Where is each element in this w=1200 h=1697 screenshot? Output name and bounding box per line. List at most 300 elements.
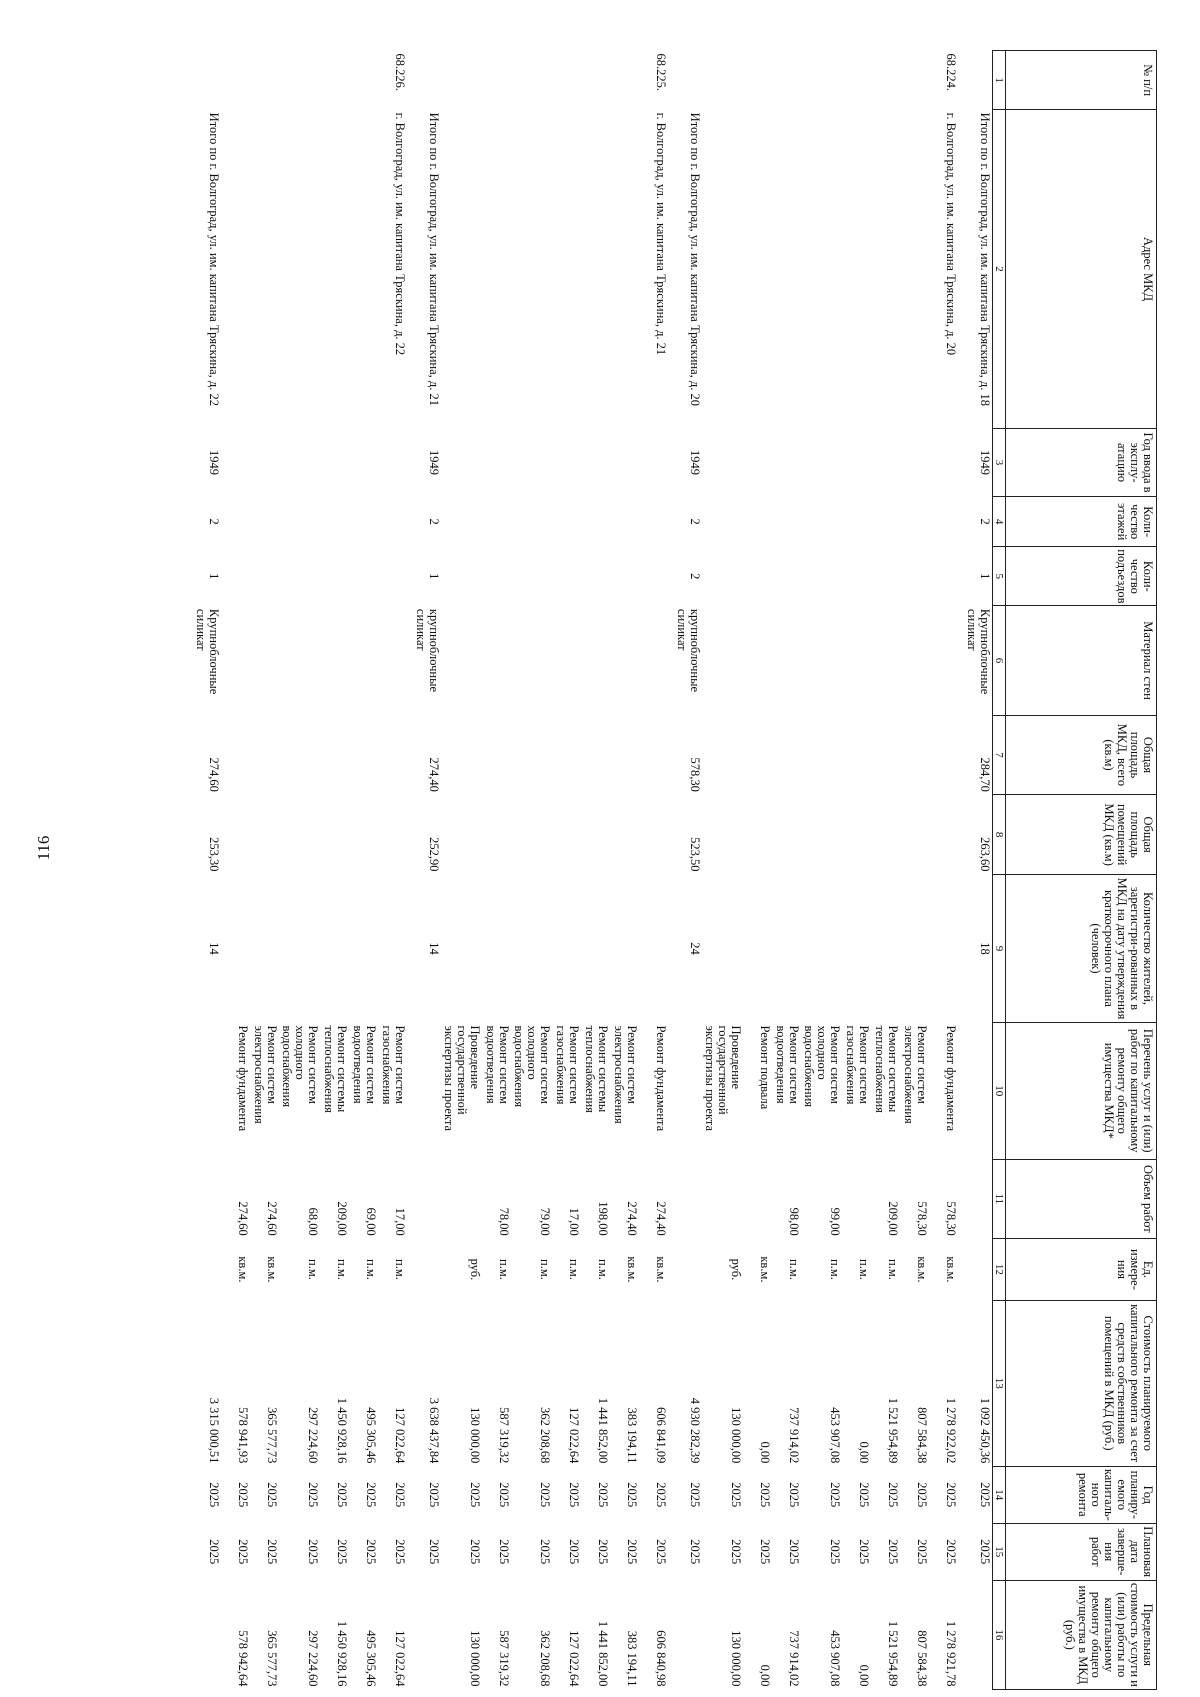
table-cell: Проведение государственной экспертизы проекта [442,1025,482,1132]
table-cell [349,795,378,875]
table-cell: 1 [427,573,441,580]
table-cell: 17,00 [393,1207,407,1236]
table-cell: 297 224,60 [306,1630,320,1687]
table-cell: 127 022,64 [567,1630,581,1687]
table-cell: Итого по г. Волгоград, ул. им. капитана Тряскина, д. 22 [207,112,221,407]
column-header: Объем работ [1006,1159,1157,1239]
table-cell [250,497,279,547]
table-cell: 2025 [654,1482,668,1508]
table-cell [441,875,482,1023]
table-cell: 453 907,08 [828,1630,842,1687]
table-cell: 2025 [468,1539,482,1565]
table-cell: 68.224. [944,53,958,91]
table-cell: Итого по г. Волгоград, ул. им. капитана Тряскина, д. 20 [688,112,702,407]
table-cell: 2025 [857,1482,871,1508]
table-cell [801,875,842,1023]
table-cell: 495 305,46 [364,1407,378,1464]
column-number: 15 [993,1523,1006,1580]
table-cell: 284,70 [978,757,992,792]
table-cell: 1 278 921,78 [944,1620,958,1687]
table-cell [221,428,250,496]
table-cell [772,715,801,795]
table-row [772,51,801,1690]
table-cell [668,1580,702,1689]
table-cell: 2 [688,573,702,580]
table-cell [743,795,772,875]
table-cell: 253,30 [207,837,221,872]
table-row [702,51,743,1690]
table-row-total [407,51,441,1690]
table-cell [772,497,801,547]
table-cell [349,110,378,429]
table-cell [407,1022,441,1159]
table-cell [511,110,552,429]
table-cell: кв.м. [654,1256,668,1283]
table-cell: кв.м. [915,1256,929,1283]
table-cell: кв.м. [625,1256,639,1283]
table-cell: 1 441 852,00 [596,1397,610,1464]
table-cell [320,875,349,1023]
table-cell [581,51,610,110]
table-cell [702,1159,743,1239]
table-cell [552,875,581,1023]
table-cell: 2025 [688,1539,702,1565]
table-cell: 2025 [688,1482,702,1508]
table-row [378,51,407,1690]
table-cell [511,497,552,547]
table-cell: 130 000,00 [468,1407,482,1464]
table-cell [702,715,743,795]
table-cell: 1 092 450,36 [978,1397,992,1464]
table-cell: 2 [207,518,221,525]
table-cell: 2025 [567,1539,581,1565]
table-cell: 1 450 928,16 [335,1397,349,1464]
table-cell: 578,30 [944,1201,958,1236]
table-cell: Ремонт систем газоснабжения [844,1025,871,1105]
table-cell [610,606,639,715]
table-cell [772,51,801,110]
table-cell [378,875,407,1023]
table-cell [552,110,581,429]
table-cell [900,795,929,875]
table-cell [958,51,993,110]
table-cell [441,715,482,795]
table-cell [441,795,482,875]
table-cell [349,875,378,1023]
table-cell [482,795,511,875]
table-cell [581,547,610,606]
table-cell: 14 [427,942,441,955]
table-cell: 2025 [497,1539,511,1565]
table-cell [743,606,772,715]
table-cell: 274,60 [236,1201,250,1236]
table-cell: Ремонт системы теплоснабжения [583,1025,610,1113]
table-cell [610,497,639,547]
table-cell [320,715,349,795]
table-cell [221,497,250,547]
table-cell [871,497,900,547]
table-cell: 2025 [207,1482,221,1508]
table-cell [552,497,581,547]
table-cell [581,875,610,1023]
table-cell [743,1159,772,1239]
table-cell: 2025 [787,1482,801,1508]
column-number: 16 [993,1580,1006,1689]
table-cell [250,428,279,496]
table-cell: 2025 [729,1482,743,1508]
table-cell [743,547,772,606]
table-cell [772,547,801,606]
table-cell [320,110,349,429]
table-cell [610,110,639,429]
table-cell [958,1159,993,1239]
table-cell [250,715,279,795]
table-cell: п.м. [596,1259,610,1280]
table-cell [639,715,668,795]
table-cell: 68,00 [306,1207,320,1236]
table-cell: 2025 [886,1482,900,1508]
table-cell [842,1159,871,1239]
table-cell: 18 [978,942,992,955]
table-cell [581,497,610,547]
table-cell: 2025 [236,1482,250,1508]
table-cell: Крупноблочные силикат [965,608,992,695]
table-cell: 98,00 [787,1207,801,1236]
table-cell [279,547,320,606]
table-cell: 587 319,32 [497,1407,511,1464]
table-cell [441,547,482,606]
column-header: Общая площадь МКД, всего (кв.м) [1006,715,1157,795]
table-cell [668,1239,702,1300]
table-cell: 14 [207,942,221,955]
table-cell [441,110,482,429]
table-cell: Крупноблочные силикат [194,608,221,695]
table-cell [279,606,320,715]
table-cell: 1949 [688,450,702,475]
table-cell: 2025 [306,1482,320,1508]
table-cell: п.м. [857,1259,871,1280]
table-cell [610,875,639,1023]
table-cell [900,606,929,715]
table-cell [610,715,639,795]
table-cell: г. Волгоград, ул. им. капитана Тряскина, д. 20 [944,112,958,356]
table-cell: 297 224,60 [306,1407,320,1464]
table-cell [378,547,407,606]
table-cell: 2025 [944,1539,958,1565]
table-cell: 2025 [335,1539,349,1565]
table-cell [871,715,900,795]
table-cell [187,1239,221,1300]
column-number: 5 [993,547,1006,606]
table-cell: 1 521 954,89 [886,1620,900,1687]
table-cell [801,51,842,110]
table-cell: 69,00 [364,1207,378,1236]
table-cell: кв.м. [944,1256,958,1283]
table-body [187,51,993,1690]
table-cell: п.м. [364,1259,378,1280]
table-cell: п.м. [393,1259,407,1280]
table-cell: 2 [427,518,441,525]
table-cell: 362 208,68 [538,1630,552,1687]
table-cell [441,606,482,715]
table-cell: 2025 [625,1482,639,1508]
page-number: 116 [34,835,53,861]
table-cell: руб. [729,1258,743,1281]
table-cell [482,497,511,547]
table-cell [407,1239,441,1300]
table-cell [511,875,552,1023]
table-cell [187,1159,221,1239]
table-cell: 274,40 [625,1201,639,1236]
table-row [279,51,320,1690]
table-cell: 807 584,38 [915,1407,929,1464]
column-header: Предельная стоимость услуги и (или) работы по капитальному ремонту общего имущества в МКД (руб.) [1006,1580,1157,1689]
table-cell [743,715,772,795]
table-cell [279,110,320,429]
column-header: Общая площадь помещений МКД (кв.м) [1006,795,1157,875]
table-row [320,51,349,1690]
table-cell [511,428,552,496]
table-cell: 274,40 [427,757,441,792]
table-cell [743,497,772,547]
table-cell: 737 914,02 [787,1407,801,1464]
table-cell: 383 194,11 [625,1630,639,1687]
table-cell [378,428,407,496]
table-cell [929,547,958,606]
table-cell [702,547,743,606]
rotated-table-container [47,50,1157,1690]
table-cell: Ремонт систем электроснабжения [612,1025,639,1124]
table-cell: 1949 [427,450,441,475]
table-cell [929,875,958,1023]
table-cell: п.м. [828,1259,842,1280]
table-row [511,51,552,1690]
table-cell [581,428,610,496]
table-cell: Ремонт систем холодного водоснабжения [802,1025,842,1108]
column-number: 11 [993,1159,1006,1239]
table-cell [378,795,407,875]
table-cell [320,51,349,110]
table-cell [842,110,871,429]
table-cell: Итого по г. Волгоград, ул. им. капитана Тряскина, д. 21 [427,112,441,407]
table-cell: 2025 [886,1539,900,1565]
table-cell [900,497,929,547]
column-header: Стоимость планируемого капитального ремонта за счет средств собственников помещений в МКД (руб.) [1006,1300,1157,1466]
table-cell [552,795,581,875]
table-cell [441,428,482,496]
table-row [349,51,378,1690]
table-cell: п.м. [335,1259,349,1280]
table-row-total [187,51,221,1690]
table-cell [801,547,842,606]
table-cell [610,51,639,110]
table-cell [187,1022,221,1159]
table-row [581,51,610,1690]
table-cell: 2025 [654,1539,668,1565]
table-cell: 130 000,00 [729,1407,743,1464]
table-cell [349,428,378,496]
column-number: 3 [993,428,1006,496]
table-cell: 2025 [538,1539,552,1565]
table-cell: 2025 [857,1539,871,1565]
table-cell [441,1159,482,1239]
table-cell [320,795,349,875]
table-cell: 2025 [306,1539,320,1565]
column-number: 13 [993,1300,1006,1466]
table-cell: 578 941,93 [236,1407,250,1464]
table-cell: 99,00 [828,1207,842,1236]
table-cell [320,497,349,547]
table-row-total [958,51,993,1690]
table-cell [511,547,552,606]
column-number: 10 [993,1022,1006,1159]
table-cell [772,110,801,429]
table-cell: 17,00 [567,1207,581,1236]
table-cell [702,606,743,715]
table-cell [407,1580,441,1689]
table-cell: п.м. [787,1259,801,1280]
table-cell: кв.м. [758,1256,772,1283]
table-cell: Ремонт фундамента [236,1025,250,1132]
table-row [801,51,842,1690]
table-cell [511,51,552,110]
table-cell [929,428,958,496]
table-row [221,51,250,1690]
table-cell [772,606,801,715]
table-cell [871,547,900,606]
table-cell [801,428,842,496]
table-cell [250,51,279,110]
table-cell: 68.225. [654,53,668,91]
table-cell [581,110,610,429]
table-row [842,51,871,1690]
table-cell [250,606,279,715]
table-cell [378,606,407,715]
table-row [743,51,772,1690]
table-cell [900,110,929,429]
table-cell: 274,60 [265,1201,279,1236]
table-cell: 24 [688,942,702,955]
table-cell: 2025 [944,1482,958,1508]
table-cell [250,110,279,429]
table-cell [639,428,668,496]
table-cell [871,110,900,429]
table-cell: Ремонт систем водоотведения [774,1025,801,1104]
table-cell [441,51,482,110]
table-cell: Итого по г. Волгоград, ул. им. капитана Тряскина, д. 18 [978,112,992,407]
table-cell: 2 [978,518,992,525]
table-cell: 2025 [758,1539,772,1565]
table-row [639,51,668,1690]
table-row [871,51,900,1690]
table-cell: Ремонт систем электроснабжения [252,1025,279,1124]
table-cell: 2025 [978,1482,992,1508]
table-cell [801,715,842,795]
table-cell [187,1580,221,1689]
column-header: № п/п [1006,51,1157,110]
table-cell: 2025 [427,1539,441,1565]
table-row [441,51,482,1690]
table-cell [221,110,250,429]
table-cell [900,875,929,1023]
table-row [250,51,279,1690]
table-cell [842,606,871,715]
table-cell: п.м. [538,1259,552,1280]
table-cell: 578,30 [688,757,702,792]
table-cell: Ремонт фундамента [654,1025,668,1132]
table-cell: 2025 [393,1482,407,1508]
table-cell [929,795,958,875]
table-cell: 2025 [915,1482,929,1508]
table-cell [668,51,702,110]
table-cell: Ремонт систем водоотведения [484,1025,511,1104]
table-cell [772,428,801,496]
table-cell [441,497,482,547]
table-cell [871,795,900,875]
table-cell [929,715,958,795]
table-cell: 127 022,64 [393,1407,407,1464]
table-cell [610,795,639,875]
table-cell [482,715,511,795]
table-cell [581,795,610,875]
column-header: Адрес МКД [1006,110,1157,429]
capital-repair-table [187,50,1157,1690]
table-cell: 365 577,73 [265,1630,279,1687]
table-cell: п.м. [886,1259,900,1280]
table-cell: 523,50 [688,837,702,872]
table-cell [552,547,581,606]
table-cell [743,110,772,429]
table-cell: 2025 [758,1482,772,1508]
table-cell [842,547,871,606]
table-cell [581,715,610,795]
table-cell [772,875,801,1023]
column-number: 14 [993,1466,1006,1523]
table-cell: 578,30 [915,1201,929,1236]
column-header: Количество жителей, зарегистри-рованных в МКД на дату утверждения краткосрочного плана (человек) [1006,875,1157,1023]
table-cell: крупноблочные силикат [675,608,702,693]
table-cell: 3 638 437,84 [427,1397,441,1464]
table-cell [958,1239,993,1300]
column-header: Материал стен [1006,606,1157,715]
table-cell: руб. [468,1258,482,1281]
table-cell: 383 194,11 [625,1407,639,1464]
table-cell: 453 907,08 [828,1407,842,1464]
table-cell [221,875,250,1023]
column-number: 8 [993,795,1006,875]
table-cell: 2025 [497,1482,511,1508]
column-number: 6 [993,606,1006,715]
column-header: Перечень услуг и (или) работ по капитальному ремонту общего имущества МКД* [1006,1022,1157,1159]
table-cell: Ремонт систем холодного водоснабжения [512,1025,552,1108]
table-cell [187,51,221,110]
table-cell: 807 584,38 [915,1630,929,1687]
table-row [929,51,958,1690]
table-cell: 2025 [828,1482,842,1508]
table-cell [668,1159,702,1239]
table-cell: 1 441 852,00 [596,1620,610,1687]
column-number: 2 [993,110,1006,429]
table-cell: 1 [207,573,221,580]
column-number: 4 [993,497,1006,547]
column-header: Плановая дата заверше-ния работ [1006,1523,1157,1580]
table-cell: 209,00 [335,1201,349,1236]
table-cell: 127 022,64 [567,1407,581,1464]
table-cell: Ремонт системы теплоснабжения [873,1025,900,1113]
table-cell: 198,00 [596,1201,610,1236]
table-cell [552,51,581,110]
table-cell: 2025 [538,1482,552,1508]
